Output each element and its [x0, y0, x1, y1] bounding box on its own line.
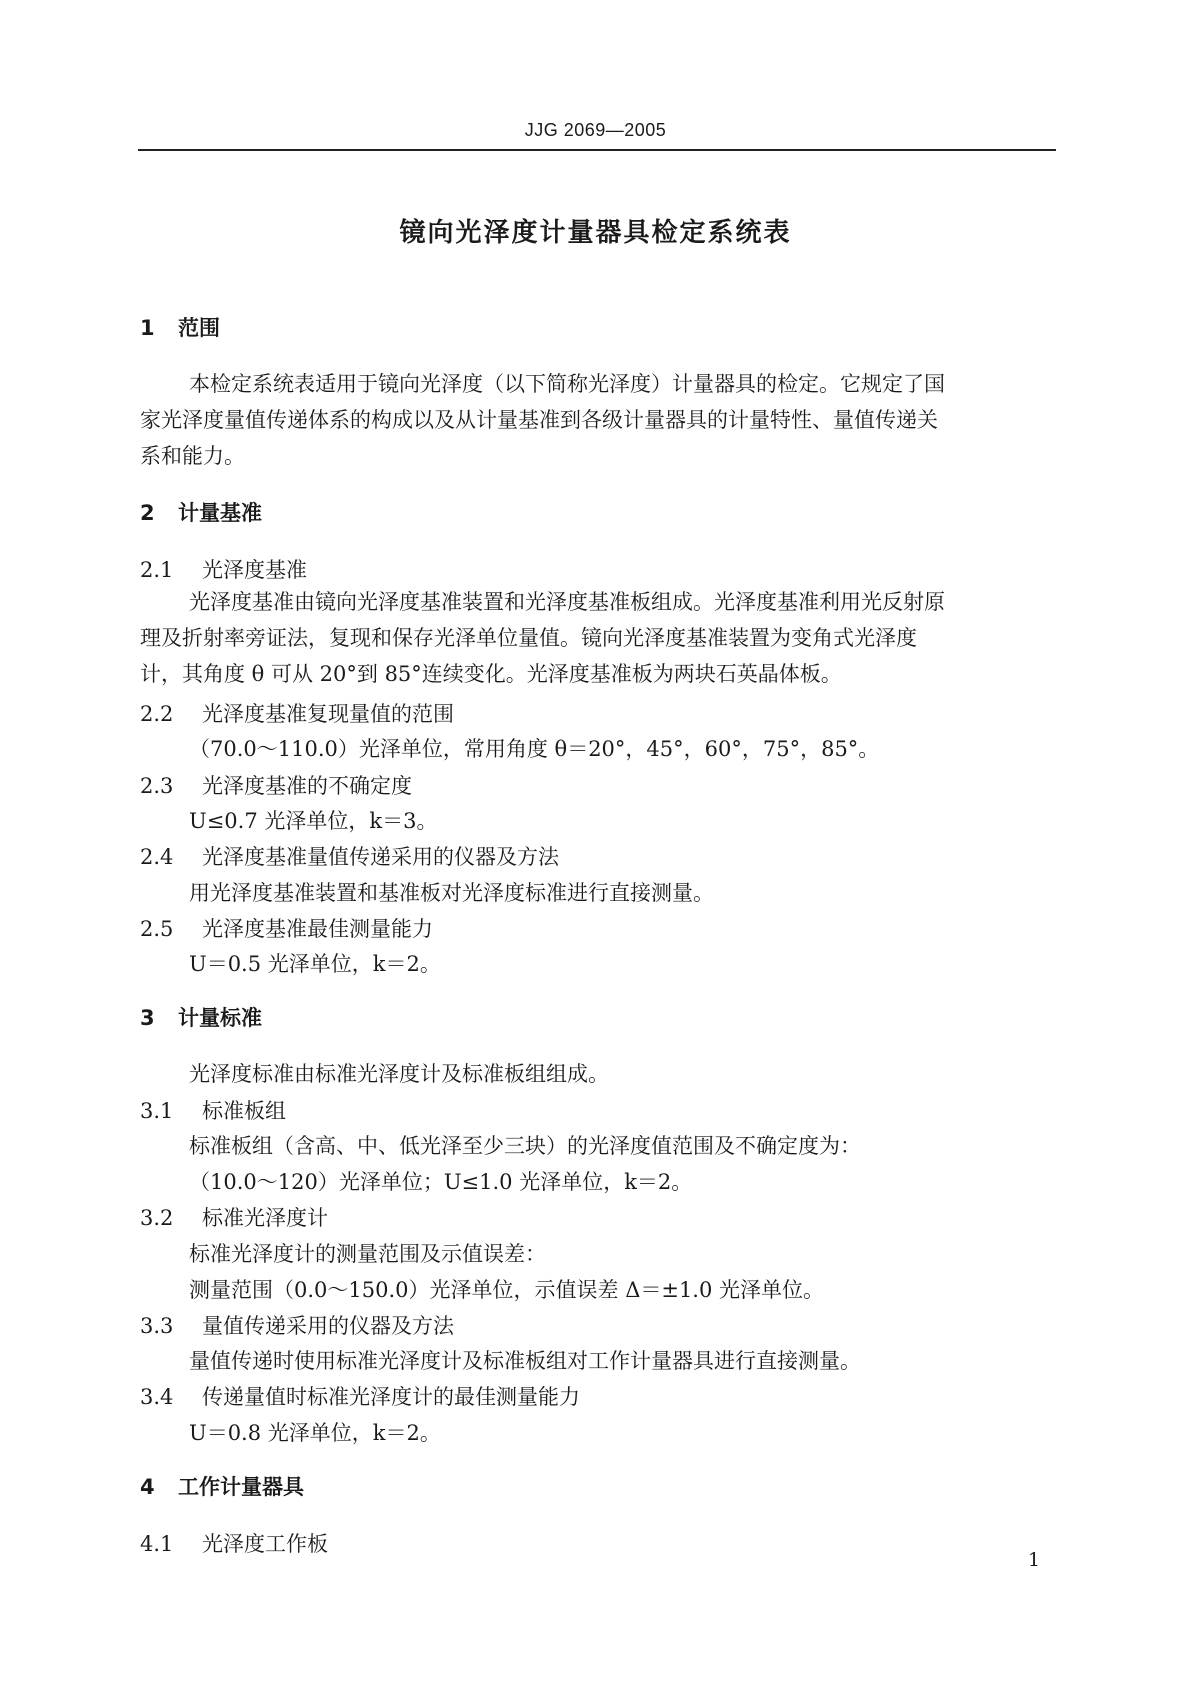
- section-title: 工作计量器具: [178, 1475, 304, 1499]
- subsection-3-2-text: 标准光泽度计的测量范围及示值误差：: [189, 1242, 546, 1266]
- section-3-intro: 光泽度标准由标准光泽度计及标准板组组成。: [189, 1062, 609, 1086]
- section-title: 范围: [178, 316, 220, 340]
- section-number: 2: [140, 501, 155, 525]
- subsection-2-1-paragraph: [140, 584, 1056, 692]
- subsection-2-3-text: U≤0.7 光泽单位，k＝3。: [189, 809, 438, 833]
- subsection-2-4-heading: [140, 841, 559, 871]
- subsection-3-2-values: 测量范围（0.0～150.0）光泽单位，示值误差 Δ＝±1.0 光泽单位。: [189, 1278, 825, 1302]
- subsection-3-4-text: U＝0.8 光泽单位，k＝2。: [189, 1421, 441, 1445]
- subsection-title: 光泽度基准最佳测量能力: [202, 917, 433, 941]
- subsection-2-2-text: （70.0～110.0）光泽单位，常用角度 θ＝20°，45°，60°，75°，85°。: [189, 737, 880, 761]
- subsection-title: 标准板组: [202, 1099, 286, 1123]
- subsection-number: 3.1: [140, 1099, 174, 1123]
- subsection-2-1-heading: [140, 554, 307, 584]
- subsection-title: 量值传递采用的仪器及方法: [202, 1314, 454, 1338]
- subsection-2-3-heading: [140, 770, 412, 800]
- subsection-2-2-heading: [140, 698, 454, 728]
- subsection-3-4-heading: [140, 1381, 580, 1411]
- subsection-number: 2.5: [140, 917, 174, 941]
- subsection-2-5-text: U＝0.5 光泽单位，k＝2。: [189, 952, 441, 976]
- subsection-title: 光泽度基准: [202, 558, 307, 582]
- subsection-2-4-text: 用光泽度基准装置和基准板对光泽度标准进行直接测量。: [189, 881, 714, 905]
- subsection-number: 3.4: [140, 1385, 174, 1409]
- subsection-2-5-heading: [140, 913, 433, 943]
- section-number: 1: [140, 316, 155, 340]
- subsection-3-3-heading: [140, 1310, 454, 1340]
- header-rule: [138, 149, 1056, 151]
- page-number: 1: [1028, 1549, 1041, 1571]
- paragraph-line: 光泽度基准由镜向光泽度基准装置和光泽度基准板组成。光泽度基准利用光反射原: [189, 590, 945, 614]
- page-title: 镜向光泽度计量器具检定系统表: [399, 218, 792, 248]
- section-1-paragraph: [140, 366, 1056, 474]
- subsection-number: 3.2: [140, 1206, 174, 1230]
- running-header: JJG 2069—2005: [524, 120, 667, 140]
- subsection-3-1-heading: [140, 1095, 286, 1125]
- paragraph-line: 理及折射率旁证法，复现和保存光泽单位量值。镜向光泽度基准装置为变角式光泽度: [140, 626, 917, 650]
- subsection-title: 光泽度工作板: [202, 1532, 328, 1556]
- subsection-4-1-heading: [140, 1528, 328, 1558]
- subsection-title: 标准光泽度计: [202, 1206, 328, 1230]
- section-title: 计量标准: [178, 1006, 262, 1030]
- subsection-title: 传递量值时标准光泽度计的最佳测量能力: [202, 1385, 580, 1409]
- subsection-3-2-heading: [140, 1202, 328, 1232]
- section-1-heading: [140, 312, 220, 342]
- paragraph-line: 本检定系统表适用于镜向光泽度（以下简称光泽度）计量器具的检定。它规定了国: [189, 372, 945, 396]
- section-2-heading: [140, 497, 262, 527]
- subsection-3-1-values: （10.0～120）光泽单位；U≤1.0 光泽单位，k＝2。: [189, 1170, 693, 1194]
- subsection-3-1-text: 标准板组（含高、中、低光泽至少三块）的光泽度值范围及不确定度为：: [189, 1134, 861, 1158]
- subsection-title: 光泽度基准量值传递采用的仪器及方法: [202, 845, 559, 869]
- section-3-heading: [140, 1002, 262, 1032]
- paragraph-line: 系和能力。: [140, 444, 245, 468]
- paragraph-line: 计，其角度 θ 可从 20°到 85°连续变化。光泽度基准板为两块石英晶体板。: [140, 662, 842, 686]
- paragraph-line: 家光泽度量值传递体系的构成以及从计量基准到各级计量器具的计量特性、量值传递关: [140, 408, 938, 432]
- section-number: 4: [140, 1475, 155, 1499]
- subsection-number: 2.4: [140, 845, 174, 869]
- subsection-3-3-text: 量值传递时使用标准光泽度计及标准板组对工作计量器具进行直接测量。: [189, 1349, 861, 1373]
- subsection-number: 2.2: [140, 702, 174, 726]
- section-4-heading: [140, 1471, 304, 1501]
- subsection-title: 光泽度基准复现量值的范围: [202, 702, 454, 726]
- subsection-number: 2.1: [140, 558, 174, 582]
- section-title: 计量基准: [178, 501, 262, 525]
- section-number: 3: [140, 1006, 155, 1030]
- subsection-number: 4.1: [140, 1532, 174, 1556]
- subsection-number: 3.3: [140, 1314, 174, 1338]
- subsection-title: 光泽度基准的不确定度: [202, 774, 412, 798]
- subsection-number: 2.3: [140, 774, 174, 798]
